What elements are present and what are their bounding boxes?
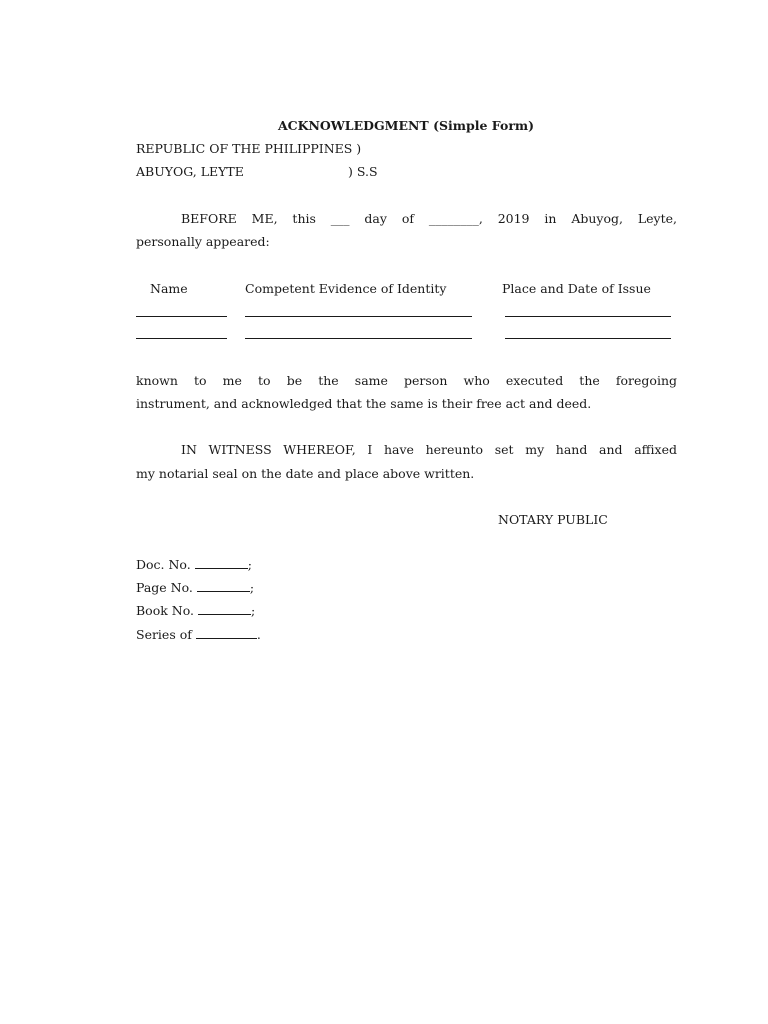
record-label: Book No. — [136, 603, 195, 618]
record-end: ; — [249, 580, 255, 595]
witness-line1: IN WITNESS WHEREOF, I have hereunto set my hand and affixed — [181, 442, 677, 457]
record-end: . — [256, 627, 261, 642]
doc-no-line — [136, 557, 252, 572]
name-blank-line — [136, 316, 227, 317]
page-no-line — [136, 580, 254, 595]
venue-line-republic: REPUBLIC OF THE PHILIPPINES ) — [136, 141, 362, 156]
record-label: Doc. No. — [136, 557, 191, 572]
venue-line-municipality: ABUYOG, LEYTE — [136, 164, 244, 179]
record-label: Series of — [136, 627, 192, 642]
record-end: ; — [247, 557, 252, 572]
place-date-blank-line — [505, 338, 671, 339]
witness-line2: my notarial seal on the date and place above written. — [136, 466, 475, 481]
known-line2: instrument, and acknowledged that the same is their free act and deed. — [136, 396, 592, 411]
record-blank — [196, 627, 257, 639]
record-label: Page No. — [136, 580, 193, 595]
book-no-line — [136, 603, 255, 618]
evidence-blank-line — [245, 338, 472, 339]
notary-public-label: NOTARY PUBLIC — [498, 512, 608, 527]
table-header-name: Name — [150, 281, 188, 296]
evidence-blank-line — [245, 316, 472, 317]
before-me-line2: personally appeared: — [136, 234, 270, 249]
record-blank — [195, 557, 248, 569]
before-me-line1: BEFORE ME, this ___ day of ________, 2019 in Abuyog, Leyte, — [181, 211, 677, 226]
place-date-blank-line — [505, 316, 671, 317]
record-blank — [198, 603, 251, 615]
record-blank — [197, 580, 250, 592]
document-title: ACKNOWLEDGMENT (Simple Form) — [277, 118, 535, 133]
known-line1: known to me to be the same person who executed the foregoing — [136, 373, 677, 388]
record-end: ; — [251, 603, 256, 618]
venue-ss-marker: ) S.S — [348, 164, 378, 179]
name-blank-line — [136, 338, 227, 339]
table-header-place-date: Place and Date of Issue — [502, 281, 651, 296]
series-of-line — [136, 627, 261, 642]
table-header-evidence: Competent Evidence of Identity — [245, 281, 447, 296]
